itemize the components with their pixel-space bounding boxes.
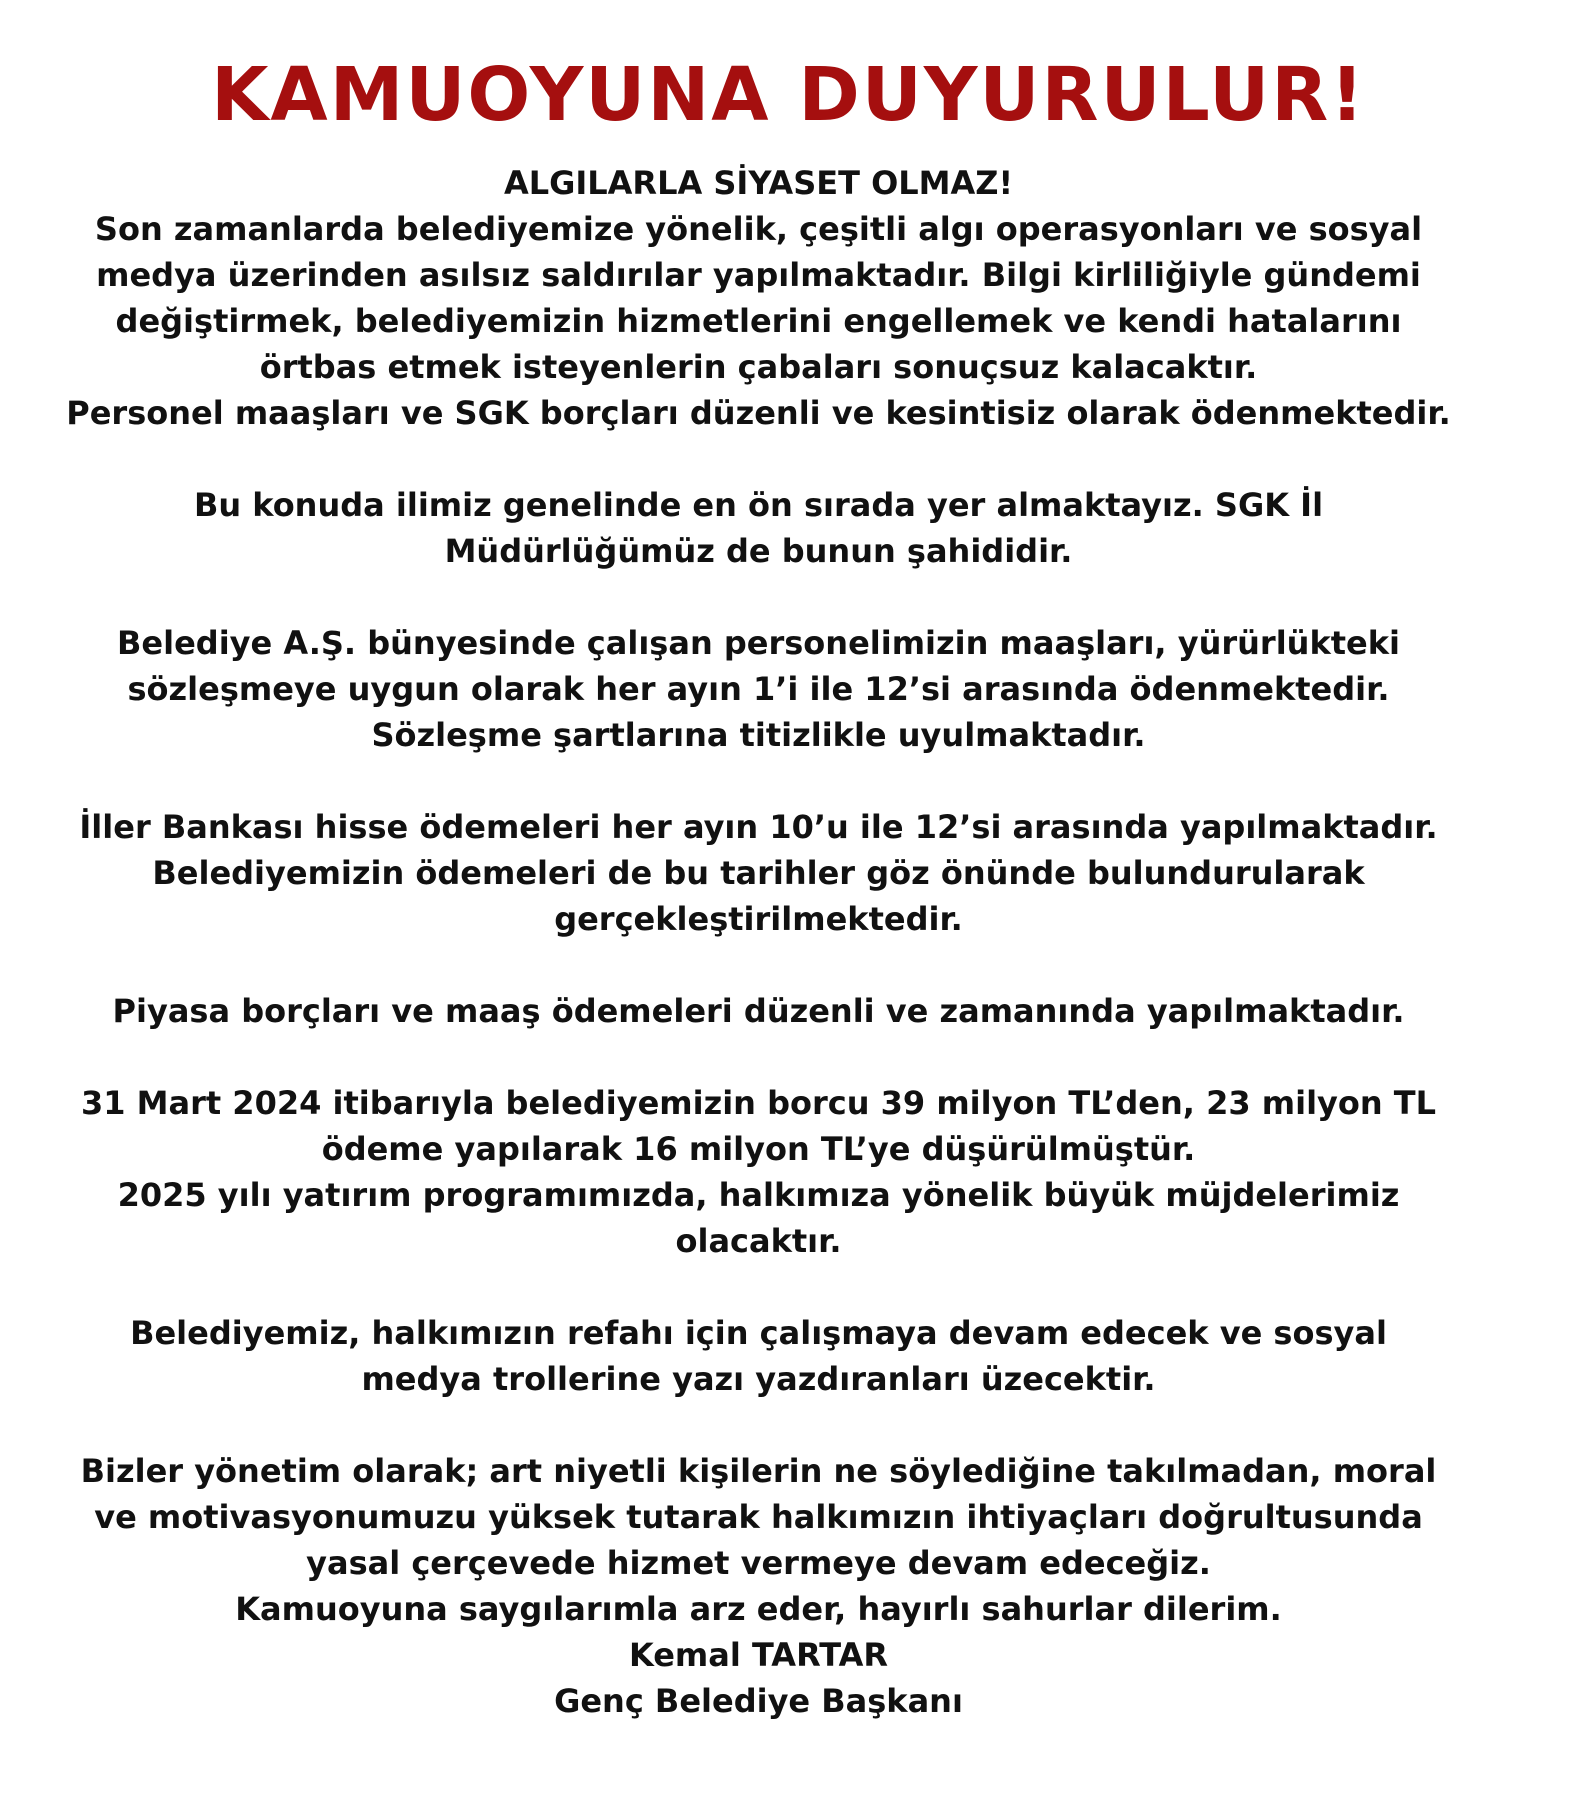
paragraph-1-line: değiştirmek, belediyemizin hizmetlerini engellemek ve kendi hatalarını: [115, 302, 1402, 340]
paragraph-spacer: [0, 436, 1537, 482]
paragraph-6-line: 31 Mart 2024 itibarıyla belediyemizin borcu 39 milyon TL’den, 23 milyon TL: [80, 1084, 1437, 1122]
announcement-body: [0, 160, 1537, 1724]
paragraph-2-line: Bu konuda ilimiz genelinde en ön sırada yer almaktayız. SGK İl: [193, 486, 1324, 524]
paragraph-1-line: Son zamanlarda belediyemize yönelik, çeşitli algı operasyonları ve sosyal: [94, 210, 1423, 248]
paragraph-7-line: medya trollerine yazı yazdıranları üzecektir.: [361, 1360, 1156, 1398]
paragraph-7-line: Belediyemiz, halkımızın refahı için çalışmaya devam edecek ve sosyal: [130, 1314, 1387, 1352]
paragraph-3-line: Sözleşme şartlarına titizlikle uyulmaktadır.: [371, 716, 1146, 754]
paragraph-1-line: örtbas etmek isteyenlerin çabaları sonuçsuz kalacaktır.: [259, 348, 1258, 386]
subtitle: ALGILARLA SİYASET OLMAZ!: [503, 164, 1014, 202]
paragraph-spacer: [0, 1402, 1537, 1448]
paragraph-4-line: Belediyemizin ödemeleri de bu tarihler göz önünde bulundurularak: [152, 854, 1365, 892]
paragraph-spacer: [0, 1034, 1537, 1080]
paragraph-1-line: Personel maaşları ve SGK borçları düzenli ve kesintisiz olarak ödenmektedir.: [66, 394, 1451, 432]
paragraph-8-line: ve motivasyonumuzu yüksek tutarak halkımızın ihtiyaçları doğrultusunda: [94, 1498, 1423, 1536]
page-title: KAMUOYUNA DUYURULUR!: [211, 52, 1366, 138]
signature-name: Kemal TARTAR: [628, 1636, 889, 1674]
paragraph-spacer: [0, 942, 1537, 988]
paragraph-2-line: Müdürlüğümüz de bunun şahididir.: [444, 532, 1073, 570]
paragraph-6-line: ödeme yapılarak 16 milyon TL’ye düşürülmüştür.: [321, 1130, 1196, 1168]
paragraph-spacer: [0, 758, 1537, 804]
paragraph-4-line: İller Bankası hisse ödemeleri her ayın 10’u ile 12’si arasında yapılmaktadır.: [79, 808, 1438, 846]
paragraph-1-line: medya üzerinden asılsız saldırılar yapılmaktadır. Bilgi kirliliğiyle gündemi: [96, 256, 1421, 294]
paragraph-8-line: yasal çerçevede hizmet vermeye devam edeceğiz.: [306, 1544, 1211, 1582]
paragraph-5-line: Piyasa borçları ve maaş ödemeleri düzenli ve zamanında yapılmaktadır.: [112, 992, 1405, 1030]
paragraph-spacer: [0, 574, 1537, 620]
paragraph-spacer: [0, 1264, 1537, 1310]
paragraph-4-line: gerçekleştirilmektedir.: [554, 900, 963, 938]
signature-role: Genç Belediye Başkanı: [554, 1682, 963, 1720]
paragraph-3-line: sözleşmeye uygun olarak her ayın 1’i ile 12’si arasında ödenmektedir.: [127, 670, 1390, 708]
paragraph-8-line: Bizler yönetim olarak; art niyetli kişilerin ne söylediğine takılmadan, moral: [80, 1452, 1437, 1490]
paragraph-6-line: 2025 yılı yatırım programımızda, halkımıza yönelik büyük müjdelerimiz: [117, 1176, 1400, 1214]
paragraph-8-line: Kamuoyuna saygılarımla arz eder, hayırlı sahurlar dilerim.: [235, 1590, 1282, 1628]
paragraph-3-line: Belediye A.Ş. bünyesinde çalışan personelimizin maaşları, yürürlükteki: [117, 624, 1400, 662]
paragraph-6-line: olacaktır.: [675, 1222, 842, 1260]
